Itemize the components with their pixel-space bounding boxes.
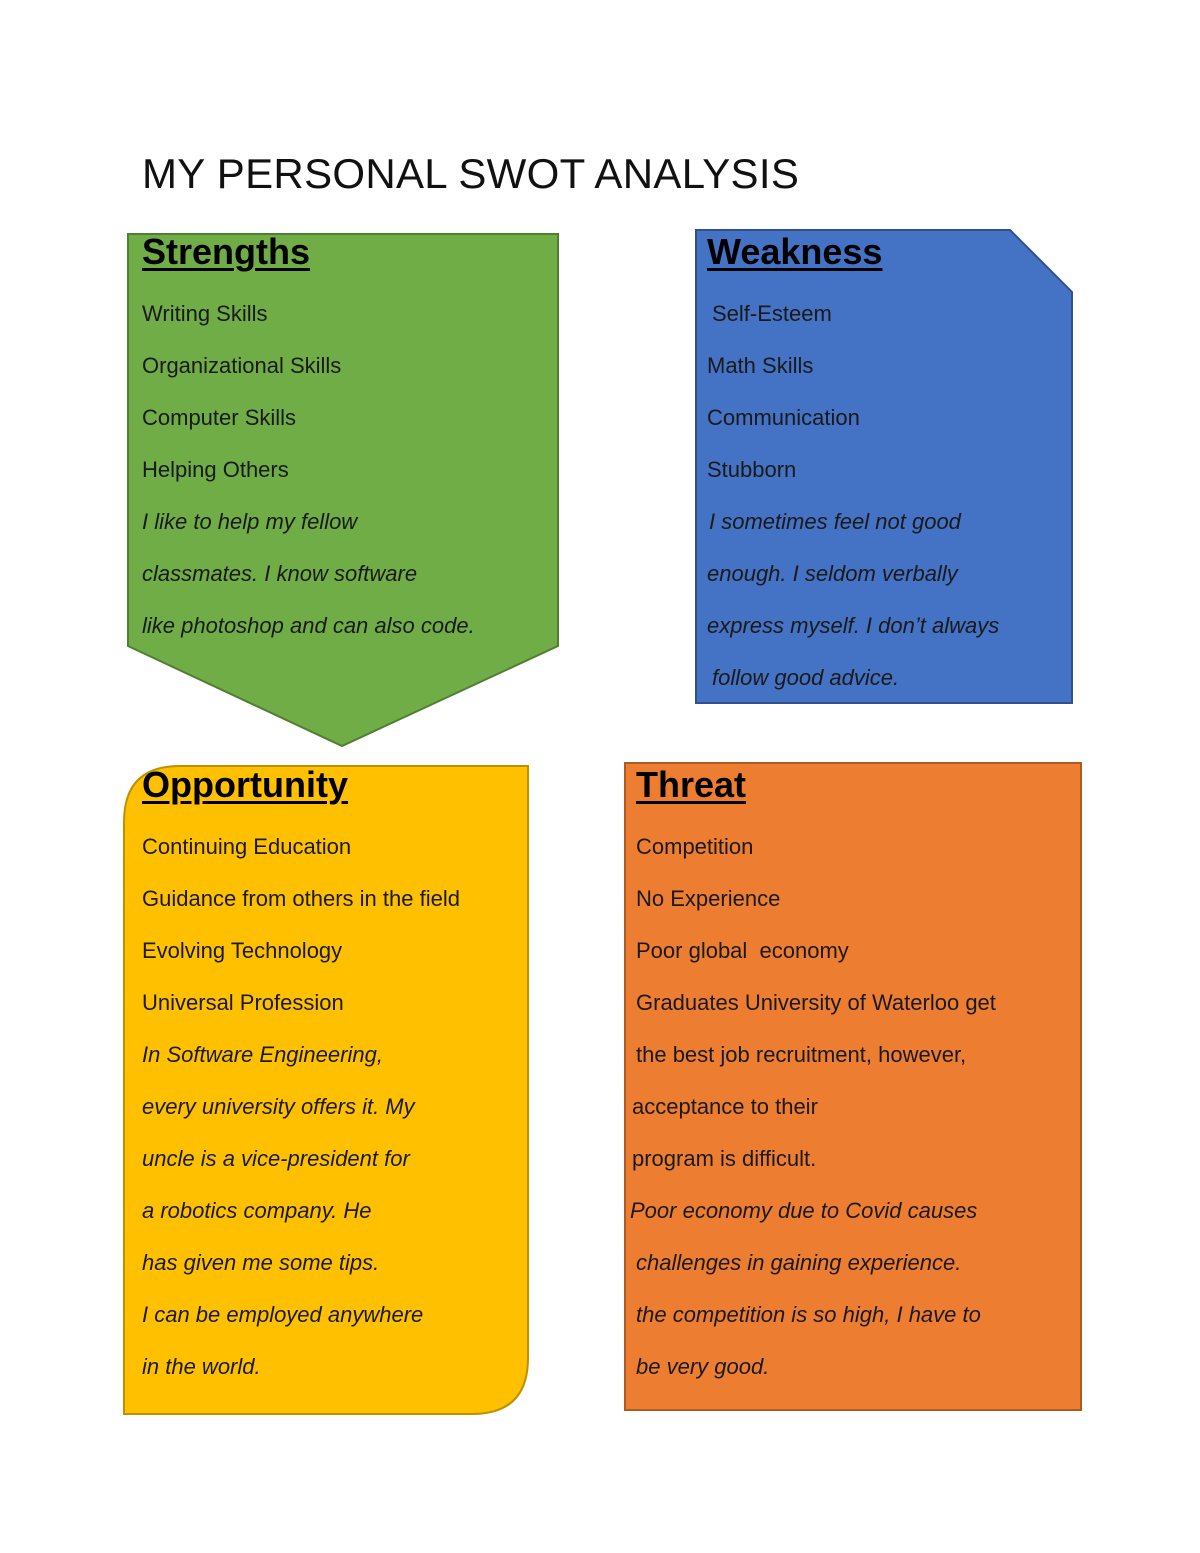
threat-note: the competition is so high, I have to — [636, 1302, 981, 1327]
opportunity-item: Continuing Education — [142, 834, 352, 859]
opportunity-note: a robotics company. He — [142, 1198, 372, 1223]
weakness-note: I sometimes feel not good — [709, 509, 961, 534]
threat-item: acceptance to their — [632, 1094, 818, 1119]
weakness-item: Communication — [707, 405, 860, 430]
strengths-item: Computer Skills — [142, 405, 297, 430]
strengths-item: Organizational Skills — [142, 353, 342, 378]
opportunity-item: Guidance from others in the field — [142, 886, 460, 911]
weakness-note: enough. I seldom verbally — [707, 561, 958, 586]
threat-item: the best job recruitment, however, — [636, 1042, 967, 1067]
strengths-note: I like to help my fellow — [142, 509, 358, 534]
threat-note: Poor economy due to Covid causes — [630, 1198, 978, 1223]
opportunity-item: Evolving Technology — [142, 938, 343, 963]
weakness-heading: Weakness — [707, 231, 883, 272]
threat-item: Graduates University of Waterloo get — [636, 990, 996, 1015]
opportunity-note: every university offers it. My — [142, 1094, 415, 1119]
strengths-item: Writing Skills — [142, 301, 268, 326]
strengths-note: like photoshop and can also code. — [142, 613, 475, 638]
threat-section — [630, 763, 996, 1393]
strengths-item: Helping Others — [142, 457, 289, 482]
strengths-note: classmates. I know software — [142, 561, 418, 586]
opportunity-item: Universal Profession — [142, 990, 344, 1015]
opportunity-note: uncle is a vice-president for — [142, 1146, 410, 1171]
threat-item: program is difficult. — [632, 1146, 817, 1171]
weakness-note: express myself. I don’t always — [707, 613, 1000, 638]
opportunity-note: in the world. — [142, 1354, 261, 1379]
strengths-heading: Strengths — [142, 231, 311, 272]
opportunity-note: In Software Engineering, — [142, 1042, 383, 1067]
strengths-section — [142, 230, 475, 652]
weakness-item: Self-Esteem — [712, 301, 832, 326]
weakness-item: Math Skills — [707, 353, 814, 378]
threat-note: challenges in gaining experience. — [636, 1250, 962, 1275]
threat-note: be very good. — [636, 1354, 770, 1379]
weakness-item: Stubborn — [707, 457, 797, 482]
threat-item: Poor global economy — [636, 938, 849, 963]
opportunity-heading: Opportunity — [142, 764, 348, 805]
threat-item: Competition — [636, 834, 754, 859]
opportunity-note: I can be employed anywhere — [142, 1302, 424, 1327]
threat-item: No Experience — [636, 886, 781, 911]
opportunity-note: has given me some tips. — [142, 1250, 380, 1275]
threat-heading: Threat — [636, 764, 747, 805]
opportunity-section — [142, 763, 460, 1393]
weakness-section — [707, 230, 999, 704]
weakness-note: follow good advice. — [712, 665, 900, 690]
page-title: MY PERSONAL SWOT ANALYSIS — [142, 150, 800, 197]
